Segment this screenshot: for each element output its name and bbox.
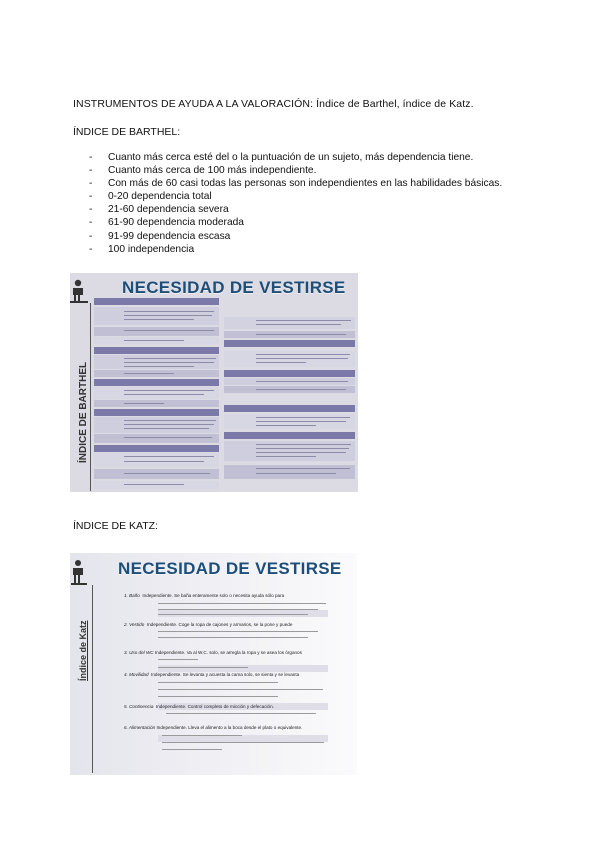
katz-item-continencia: 5. Continencia Independiente. Control completo de micción y defecación. (124, 704, 274, 709)
slide-side-label: ÍNDICE DE BARTHEL (78, 361, 89, 463)
katz-section-title: ÍNDICE DE KATZ: (73, 520, 158, 532)
text-line (158, 614, 308, 615)
list-item: - 21-60 dependencia severa (89, 204, 229, 216)
table-row (224, 441, 355, 461)
barthel-bullet-list (73, 151, 502, 256)
text-line (158, 637, 308, 638)
table-row (224, 386, 355, 393)
list-item: - 100 independencia (89, 243, 195, 255)
table-row (94, 307, 219, 325)
table-header (94, 379, 219, 386)
table-header (94, 445, 219, 452)
person-icon (70, 279, 88, 303)
table-row (224, 465, 355, 479)
table-header (94, 298, 219, 305)
list-item: - Cuanto más cerca de 100 más independiente. (89, 165, 317, 177)
katz-item-alimentacion: 6. Alimentación Independiente. Lleva el alimento a la boca desde el plato o equivalente. (124, 725, 303, 730)
text-line (158, 631, 318, 632)
text-line (158, 682, 278, 683)
text-line (162, 735, 242, 736)
divider (92, 585, 93, 773)
table-row (94, 400, 219, 407)
table-row (94, 434, 219, 443)
list-item: - 61-90 dependencia moderada (89, 217, 244, 229)
row-band (158, 735, 328, 742)
table-row (94, 337, 219, 344)
katz-item-vestido: 2. Vestido Independiente. Coge la ropa de cajones y armarios, se la pone y puede (124, 622, 293, 627)
table-row (94, 481, 219, 489)
text-line (158, 603, 326, 604)
katz-item-movilidad: 4. Movilidad Independiente. Se levanta y acuesta la cama solo, se sienta y se levanta (124, 672, 300, 677)
table-row (94, 469, 219, 479)
table-header (94, 409, 219, 416)
document-title: INSTRUMENTOS DE AYUDA A LA VALORACIÓN: Índice de Barthel, índice de Katz. (73, 98, 474, 110)
table-row (94, 387, 219, 399)
table-row (94, 453, 219, 467)
table-row (94, 370, 219, 377)
table-row (94, 327, 219, 336)
text-line (162, 742, 324, 743)
text-line (158, 659, 198, 660)
katz-item-bano: 1. Baño Independiente. Se baña enteramente solo o necesita ayuda sólo para (124, 593, 285, 598)
list-item: - Cuanto más cerca esté del o la puntuación de un sujeto, más dependencia tiene. (89, 152, 474, 163)
table-row (94, 417, 219, 433)
text-line (158, 689, 323, 690)
table-header (224, 370, 355, 377)
barthel-section-title: ÍNDICE DE BARTHEL: (73, 126, 181, 138)
table-header (224, 432, 355, 439)
person-icon (71, 559, 87, 585)
table-row (224, 378, 355, 385)
slide-heading: NECESIDAD DE VESTIRSE (118, 559, 342, 578)
divider (90, 303, 91, 491)
list-item: - Con más de 60 casi todas las personas son independientes en las habilidades básicas. (89, 178, 503, 190)
table-row (224, 331, 355, 338)
slide-heading: NECESIDAD DE VESTIRSE (122, 278, 346, 297)
table-header (224, 340, 355, 347)
slide-side-label: Índice de Katz (78, 620, 88, 681)
text-line (162, 749, 222, 750)
table-header (224, 405, 355, 412)
list-item: - 0-20 dependencia total (89, 191, 212, 203)
text-line (158, 696, 278, 697)
table-header (94, 347, 219, 354)
katz-item-uso-wc: 3. Uso del WC Independiente. Va al W.C. solo, se arregla la ropa y se asea los órganos (124, 650, 302, 655)
text-line (166, 713, 316, 714)
text-line (158, 609, 318, 610)
list-item: - 91-99 dependencia escasa (89, 230, 231, 242)
table-row (224, 414, 355, 429)
table-row (94, 355, 219, 369)
text-line (158, 667, 248, 668)
barthel-slide-image (70, 273, 358, 492)
katz-slide-image (70, 553, 357, 775)
table-row (224, 317, 355, 329)
table-row (224, 351, 355, 367)
